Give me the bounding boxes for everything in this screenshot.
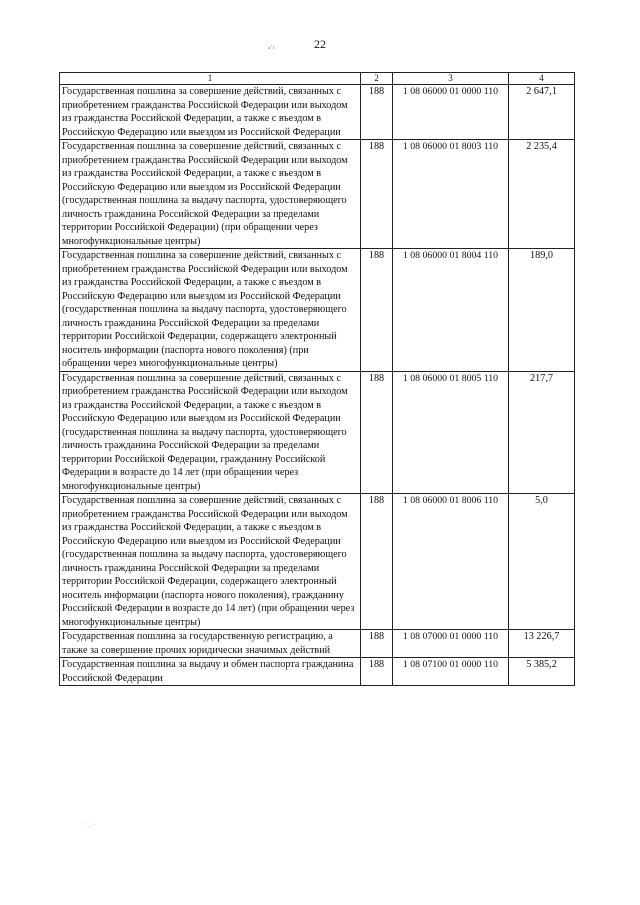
revenue-name: Государственная пошлина за совершение действий, связанных с приобретением гражданства Российской Федерации или выходом из гражданства Российской Федерации, а также с въездом в Российскую Федерацию или выездом из Российской Федерации (государственная пошлина за выдачу паспорта, удостоверяющего личность гражданина Российской Федерации за пределами территории Российской Федерации, гражданину Российской Федерации в возрасте до 14 лет (при обращении через многофункциональные центры) [60,371,361,494]
budget-classification-code: 1 08 07000 01 0000 110 [393,630,509,658]
admin-code: 188 [361,494,393,630]
revenue-name: Государственная пошлина за государственную регистрацию, а также за совершение прочих юридически значимых действий [60,630,361,658]
header-col-1: 1 [60,73,361,85]
table-row [60,371,575,494]
revenue-name: Государственная пошлина за совершение действий, связанных с приобретением гражданства Российской Федерации или выходом из гражданства Российской Федерации, а также с въездом в Российскую Федерацию или выездом из Российской Федерации (государственная пошлина за выдачу паспорта, удостоверяющего личность гражданина Российской Федерации за пределами территории Российской Федерации, содержащего электронный носитель информации (паспорта нового поколения) (при обращении через многофункциональные центры) [60,249,361,372]
revenue-name: Государственная пошлина за совершение действий, связанных с приобретением гражданства Российской Федерации или выходом из гражданства Российской Федерации, а также с въездом в Российскую Федерацию или выездом из Российской Федерации (государственная пошлина за выдачу паспорта, удостоверяющего личность гражданина Российской Федерации за пределами территории Российской Федерации) (при обращении через многофункциональные центры) [60,140,361,249]
scan-specks: · ˙ . · [80,820,96,829]
amount: 217,7 [509,371,575,494]
amount: 2 647,1 [509,85,575,140]
table-header-row [60,73,575,85]
budget-classification-code: 1 08 06000 01 0000 110 [393,85,509,140]
admin-code: 188 [361,85,393,140]
admin-code: 188 [361,371,393,494]
header-col-4: 4 [509,73,575,85]
budget-classification-code: 1 08 06000 01 8006 110 [393,494,509,630]
admin-code: 188 [361,249,393,372]
amount: 5 385,2 [509,658,575,686]
budget-classification-code: 1 08 07100 01 0000 110 [393,658,509,686]
budget-classification-code: 1 08 06000 01 8005 110 [393,371,509,494]
scan-mark: ᵃ˙ʳ [268,44,275,53]
revenue-name: Государственная пошлина за совершение действий, связанных с приобретением гражданства Российской Федерации или выходом из гражданства Российской Федерации, а также с въездом в Российскую Федерацию или выездом из Российской Федерации (государственная пошлина за выдачу паспорта, удостоверяющего личность гражданина Российской Федерации за пределами территории Российской Федерации, содержащего электронный носитель информации (паспорта нового поколения), гражданину Российской Федерации в возрасте до 14 лет) (при обращении через многофункциональные центры) [60,494,361,630]
table-row [60,85,575,140]
page-number: 22 [314,37,326,51]
table-row [60,630,575,658]
admin-code: 188 [361,630,393,658]
header-col-2: 2 [361,73,393,85]
budget-classification-code: 1 08 06000 01 8004 110 [393,249,509,372]
table-row [60,494,575,630]
amount: 5,0 [509,494,575,630]
amount: 2 235,4 [509,140,575,249]
budget-table [59,72,575,686]
amount: 189,0 [509,249,575,372]
amount: 13 226,7 [509,630,575,658]
budget-classification-code: 1 08 06000 01 8003 110 [393,140,509,249]
table-row [60,658,575,686]
header-col-3: 3 [393,73,509,85]
table-row [60,249,575,372]
revenue-name: Государственная пошлина за совершение действий, связанных с приобретением гражданства Российской Федерации или выходом из гражданства Российской Федерации, а также с въездом в Российскую Федерацию или выездом из Российской Федерации [60,85,361,140]
admin-code: 188 [361,658,393,686]
revenue-name: Государственная пошлина за выдачу и обмен паспорта гражданина Российской Федерации [60,658,361,686]
admin-code: 188 [361,140,393,249]
table-row [60,140,575,249]
